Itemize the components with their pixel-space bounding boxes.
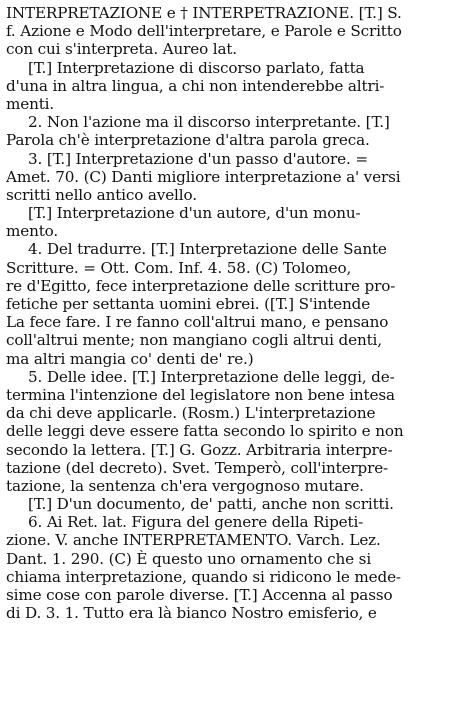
entry-line-29: 6. Ai Ret. lat. Figura del genere della Ripeti-: [28, 513, 364, 532]
entry-line-12: [T.] Interpretazione d'un autore, d'un monu-: [28, 204, 361, 223]
entry-line-17: fetiche per settanta uomini ebrei. ([T.] S'intende: [6, 295, 371, 313]
entry-line-9: 3. [T.] Interpretazione d'un passo d'autore. =: [28, 149, 368, 168]
entry-line-22: termina l'intenzione del legislatore non bene intesa: [6, 385, 395, 404]
entry-line-4: [T.] Interpretazione di discorso parlato, fatta: [28, 58, 365, 77]
entry-line-15: Scritture. = Ott. Com. Inf. 4. 58. (C) Tolomeo,: [6, 258, 352, 277]
entry-line-8: Parola ch'è interpretazione d'altra parola greca.: [6, 131, 370, 150]
entry-line-18: La fece fare. I re fanno coll'altrui mano, e pensano: [6, 313, 389, 332]
entry-line-27: tazione, la sentenza ch'era vergognoso mutare.: [6, 476, 364, 495]
entry-line-21: 5. Delle idee. [T.] Interpretazione delle leggi, de-: [28, 367, 395, 386]
entry-line-2: f. Azione e Modo dell'interpretare, e Parole e Scritto: [6, 22, 402, 41]
entry-line-11: scritti nello antico avello.: [6, 185, 197, 204]
entry-line-20: ma altri mangia co' denti de' re.): [6, 349, 254, 368]
entry-line-34: di D. 3. 1. Tutto era là bianco Nostro emisferio, e: [6, 604, 377, 623]
entry-line-16: re d'Egitto, fece interpretazione delle scritture pro-: [6, 276, 396, 295]
entry-line-10: Amet. 70. (C) Danti migliore interpretazione a' versi: [6, 167, 401, 186]
entry-line-33: sime cose con parole diverse. [T.] Accenna al passo: [6, 586, 393, 604]
entry-line-19: coll'altrui mente; non mangiano cogli altrui denti,: [6, 331, 382, 350]
entry-line-3: con cui s'interpreta. Aureo lat.: [6, 40, 237, 59]
entry-line-31: Dant. 1. 290. (C) È questo uno ornamento che si: [6, 549, 372, 568]
entry-line-26: tazione (del decreto). Svet. Temperò, coll'interpre-: [6, 458, 389, 477]
dictionary-entry: [6, 4, 466, 622]
entry-line-5: d'una in altra lingua, a chi non intenderebbe altri-: [6, 76, 385, 95]
entry-line-24: delle leggi deve essere fatta secondo lo spirito e non: [6, 422, 404, 441]
entry-line-28: [T.] D'un documento, de' patti, anche non scritti.: [28, 495, 394, 514]
entry-line-6: menti.: [6, 94, 55, 113]
entry-line-14: 4. Del tradurre. [T.] Interpretazione delle Sante: [28, 240, 387, 259]
entry-line-25: secondo la lettera. [T.] G. Gozz. Arbitraria interpre-: [6, 440, 393, 459]
entry-line-13: mento.: [6, 222, 59, 241]
entry-line-1: INTERPRETAZIONE e † INTERPETRAZIONE. [T.] S.: [6, 4, 402, 22]
entry-line-30: zione. V. anche INTERPRETAMENTO. Varch. Lez.: [6, 531, 381, 550]
entry-line-32: chiama interpretazione, quando si ridicono le mede-: [6, 567, 401, 586]
entry-line-7: 2. Non l'azione ma il discorso interpretante. [T.]: [28, 113, 390, 132]
entry-line-23: da chi deve applicarle. (Rosm.) L'interpretazione: [6, 404, 376, 423]
